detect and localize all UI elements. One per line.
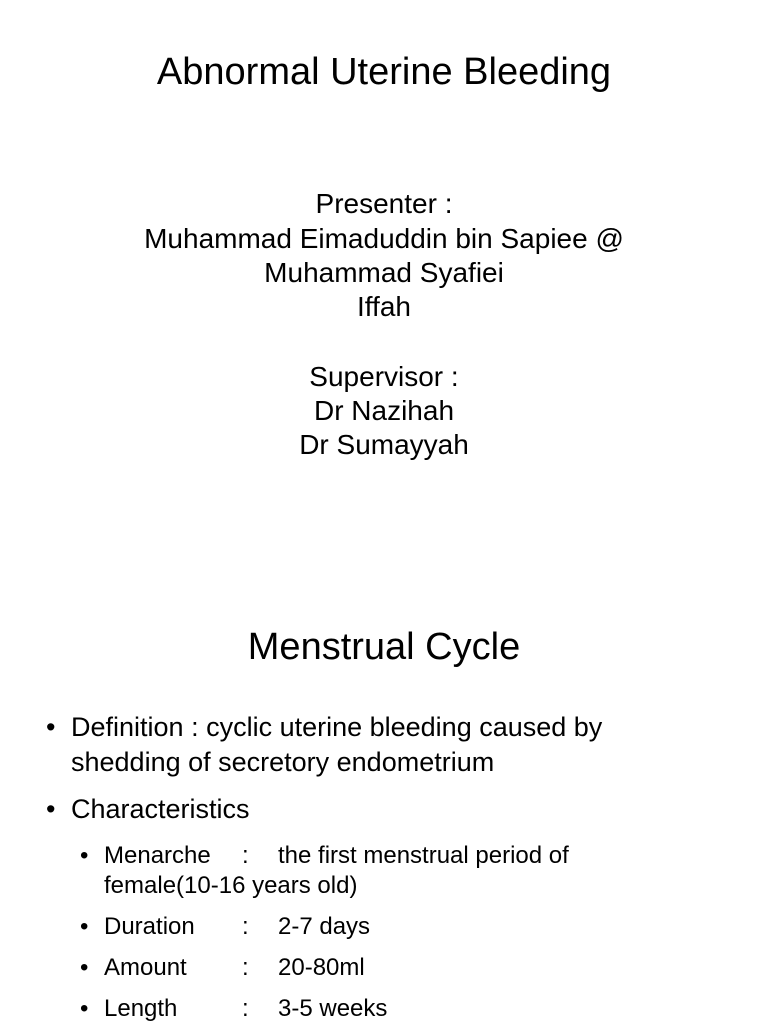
item-key: Length [104,995,178,1022]
characteristics-bullet [46,792,250,827]
presenter-name-2: Muhammad Syafiei [264,257,504,288]
item-separator: : [242,842,249,869]
definition-line-1: Definition : cyclic uterine bleeding caused by [71,712,603,742]
definition-bullet [46,710,602,780]
bullet-icon: • [46,794,56,824]
slide-title: Menstrual Cycle [247,626,521,668]
presenter-name-1: Muhammad Eimaduddin bin Sapiee @ [144,223,624,254]
bullet-icon: • [80,954,89,981]
sub-bullet-amount [80,953,365,983]
presenter-label: Presenter : [315,188,453,219]
item-separator: : [242,913,249,940]
item-separator: : [242,995,249,1022]
item-key: Menarche [104,842,211,869]
characteristics-label: Characteristics [71,794,250,824]
bullet-icon: • [80,842,89,869]
sub-bullet-menarche [80,841,569,901]
item-key: Duration [104,913,195,940]
presenter-name-3: Iffah [357,291,411,322]
slide-menstrual-cycle [0,600,768,1024]
definition-line-2: shedding of secretory endometrium [71,747,495,777]
sub-bullet-length [80,994,387,1024]
supervisor-name-1: Dr Nazihah [313,395,455,426]
bullet-icon: • [46,712,56,742]
item-separator: : [242,954,249,981]
supervisor-name-2: Dr Sumayyah [299,429,469,460]
bullet-icon: • [80,913,89,940]
item-value: the first menstrual period of [278,842,569,869]
supervisor-label: Supervisor : [309,361,459,392]
item-value-continuation: female(10-16 years old) [104,872,358,899]
item-value: 2-7 days [278,913,371,940]
item-value: 20-80ml [278,954,365,981]
sub-bullet-duration [80,912,370,942]
item-key: Amount [104,954,187,981]
item-value: 3-5 weeks [278,995,388,1022]
bullet-icon: • [80,995,89,1022]
slide-title: Abnormal Uterine Bleeding [156,51,612,93]
